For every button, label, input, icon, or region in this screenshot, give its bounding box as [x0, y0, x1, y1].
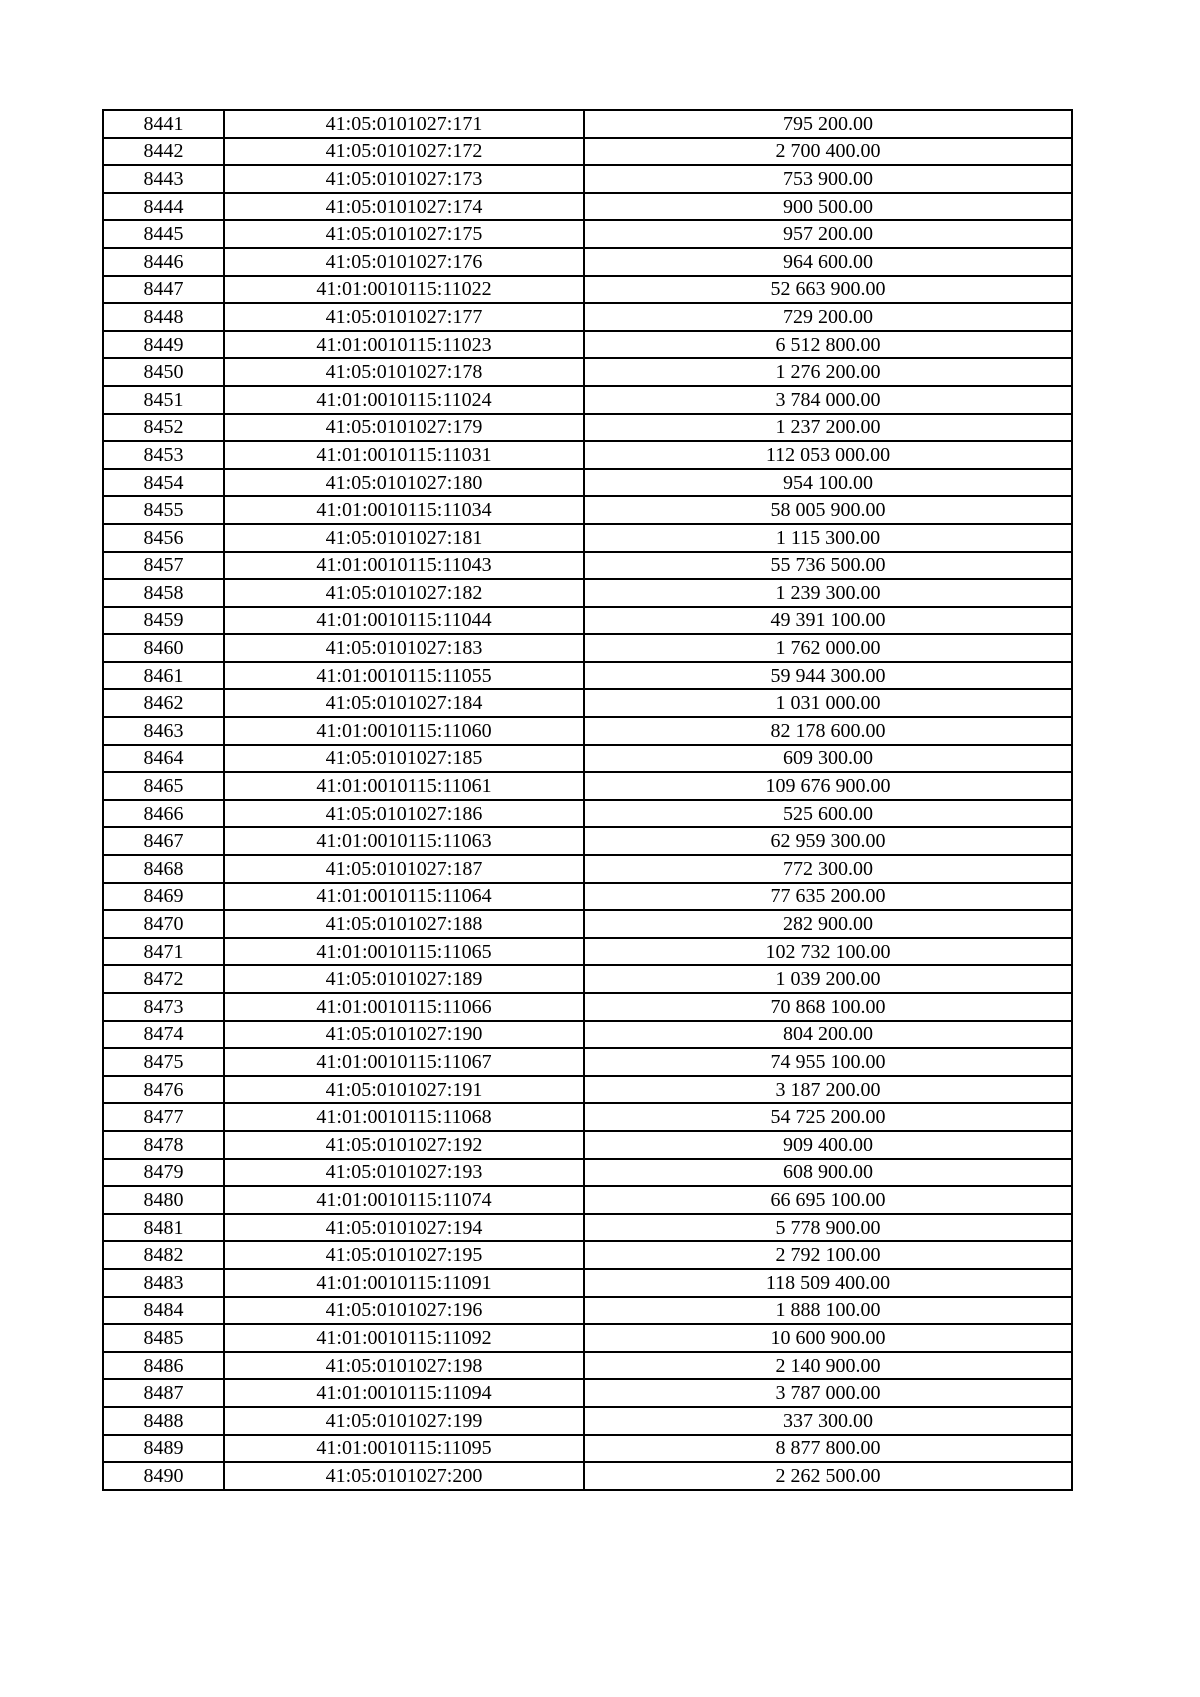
cadastral-number-cell: 41:01:0010115:11091 [224, 1269, 584, 1297]
table-row [103, 1214, 1072, 1242]
table-row [103, 1131, 1072, 1159]
row-number-cell: 8449 [103, 331, 224, 359]
row-number-cell: 8485 [103, 1324, 224, 1352]
table-row [103, 1379, 1072, 1407]
row-number-cell: 8448 [103, 303, 224, 331]
table-row [103, 1435, 1072, 1463]
row-number-cell: 8454 [103, 469, 224, 497]
cadastral-value-cell: 59 944 300.00 [584, 662, 1072, 690]
cadastral-value-cell: 753 900.00 [584, 165, 1072, 193]
row-number-cell: 8474 [103, 1021, 224, 1049]
cadastral-number-cell: 41:05:0101027:199 [224, 1407, 584, 1435]
cadastral-value-cell: 1 239 300.00 [584, 579, 1072, 607]
cadastral-value-cell: 795 200.00 [584, 110, 1072, 138]
cadastral-number-cell: 41:05:0101027:174 [224, 193, 584, 221]
table-row [103, 496, 1072, 524]
cadastral-value-cell: 337 300.00 [584, 1407, 1072, 1435]
table-row [103, 358, 1072, 386]
row-number-cell: 8478 [103, 1131, 224, 1159]
cadastral-number-cell: 41:01:0010115:11065 [224, 938, 584, 966]
cadastral-value-cell: 282 900.00 [584, 910, 1072, 938]
cadastral-number-cell: 41:05:0101027:188 [224, 910, 584, 938]
table-row [103, 386, 1072, 414]
row-number-cell: 8477 [103, 1103, 224, 1131]
cadastral-value-cell: 1 115 300.00 [584, 524, 1072, 552]
cadastral-value-cell: 1 031 000.00 [584, 689, 1072, 717]
cadastral-number-cell: 41:05:0101027:171 [224, 110, 584, 138]
cadastral-number-cell: 41:01:0010115:11060 [224, 717, 584, 745]
cadastral-number-cell: 41:01:0010115:11063 [224, 827, 584, 855]
row-number-cell: 8469 [103, 883, 224, 911]
cadastral-value-cell: 82 178 600.00 [584, 717, 1072, 745]
row-number-cell: 8468 [103, 855, 224, 883]
row-number-cell: 8490 [103, 1462, 224, 1490]
cadastral-value-cell: 8 877 800.00 [584, 1435, 1072, 1463]
row-number-cell: 8450 [103, 358, 224, 386]
row-number-cell: 8459 [103, 607, 224, 635]
table-row [103, 414, 1072, 442]
cadastral-number-cell: 41:05:0101027:193 [224, 1159, 584, 1187]
row-number-cell: 8465 [103, 772, 224, 800]
table-row [103, 110, 1072, 138]
row-number-cell: 8484 [103, 1297, 224, 1325]
table-row [103, 441, 1072, 469]
table-row [103, 772, 1072, 800]
table-row [103, 855, 1072, 883]
table-row [103, 800, 1072, 828]
cadastral-number-cell: 41:05:0101027:187 [224, 855, 584, 883]
table-row [103, 1297, 1072, 1325]
cadastral-number-cell: 41:05:0101027:173 [224, 165, 584, 193]
cadastral-number-cell: 41:05:0101027:200 [224, 1462, 584, 1490]
table-row [103, 634, 1072, 662]
cadastral-value-cell: 49 391 100.00 [584, 607, 1072, 635]
cadastral-number-cell: 41:01:0010115:11055 [224, 662, 584, 690]
cadastral-value-cell: 1 039 200.00 [584, 965, 1072, 993]
cadastral-number-cell: 41:05:0101027:176 [224, 248, 584, 276]
row-number-cell: 8458 [103, 579, 224, 607]
cadastral-value-cell: 5 778 900.00 [584, 1214, 1072, 1242]
cadastral-value-cell: 55 736 500.00 [584, 552, 1072, 580]
table-row [103, 524, 1072, 552]
cadastral-number-cell: 41:01:0010115:11092 [224, 1324, 584, 1352]
row-number-cell: 8457 [103, 552, 224, 580]
row-number-cell: 8482 [103, 1241, 224, 1269]
cadastral-value-cell: 1 276 200.00 [584, 358, 1072, 386]
cadastral-number-cell: 41:05:0101027:181 [224, 524, 584, 552]
cadastral-value-cell: 900 500.00 [584, 193, 1072, 221]
table-row [103, 689, 1072, 717]
cadastral-value-cell: 10 600 900.00 [584, 1324, 1072, 1352]
table-row [103, 1407, 1072, 1435]
cadastral-number-cell: 41:05:0101027:195 [224, 1241, 584, 1269]
cadastral-number-cell: 41:01:0010115:11023 [224, 331, 584, 359]
cadastral-value-cell: 52 663 900.00 [584, 276, 1072, 304]
table-row [103, 1352, 1072, 1380]
table-row [103, 552, 1072, 580]
row-number-cell: 8441 [103, 110, 224, 138]
cadastral-value-cell: 102 732 100.00 [584, 938, 1072, 966]
cadastral-value-cell: 772 300.00 [584, 855, 1072, 883]
cadastral-number-cell: 41:05:0101027:194 [224, 1214, 584, 1242]
cadastral-number-cell: 41:01:0010115:11074 [224, 1186, 584, 1214]
cadastral-value-cell: 1 237 200.00 [584, 414, 1072, 442]
cadastral-value-cell: 118 509 400.00 [584, 1269, 1072, 1297]
table-row [103, 276, 1072, 304]
row-number-cell: 8467 [103, 827, 224, 855]
cadastral-value-cell: 3 187 200.00 [584, 1076, 1072, 1104]
table-body [103, 110, 1072, 1490]
cadastral-number-cell: 41:05:0101027:175 [224, 220, 584, 248]
table-row [103, 1186, 1072, 1214]
row-number-cell: 8453 [103, 441, 224, 469]
row-number-cell: 8444 [103, 193, 224, 221]
cadastral-value-cell: 954 100.00 [584, 469, 1072, 497]
cadastral-number-cell: 41:05:0101027:190 [224, 1021, 584, 1049]
table-row [103, 331, 1072, 359]
row-number-cell: 8472 [103, 965, 224, 993]
cadastral-value-cell: 525 600.00 [584, 800, 1072, 828]
cadastral-number-cell: 41:01:0010115:11061 [224, 772, 584, 800]
table-row [103, 248, 1072, 276]
cadastral-number-cell: 41:05:0101027:180 [224, 469, 584, 497]
row-number-cell: 8451 [103, 386, 224, 414]
cadastral-value-cell: 1 888 100.00 [584, 1297, 1072, 1325]
row-number-cell: 8462 [103, 689, 224, 717]
cadastral-number-cell: 41:01:0010115:11043 [224, 552, 584, 580]
row-number-cell: 8452 [103, 414, 224, 442]
cadastral-value-cell: 804 200.00 [584, 1021, 1072, 1049]
cadastral-number-cell: 41:05:0101027:196 [224, 1297, 584, 1325]
cadastral-number-cell: 41:05:0101027:172 [224, 138, 584, 166]
row-number-cell: 8488 [103, 1407, 224, 1435]
cadastral-number-cell: 41:05:0101027:198 [224, 1352, 584, 1380]
cadastral-value-cell: 957 200.00 [584, 220, 1072, 248]
row-number-cell: 8445 [103, 220, 224, 248]
table-row [103, 883, 1072, 911]
cadastral-number-cell: 41:01:0010115:11066 [224, 993, 584, 1021]
row-number-cell: 8479 [103, 1159, 224, 1187]
cadastral-value-cell: 608 900.00 [584, 1159, 1072, 1187]
cadastral-number-cell: 41:05:0101027:192 [224, 1131, 584, 1159]
cadastral-number-cell: 41:01:0010115:11067 [224, 1048, 584, 1076]
cadastral-number-cell: 41:01:0010115:11094 [224, 1379, 584, 1407]
table-row [103, 938, 1072, 966]
row-number-cell: 8442 [103, 138, 224, 166]
row-number-cell: 8447 [103, 276, 224, 304]
cadastral-number-cell: 41:05:0101027:189 [224, 965, 584, 993]
row-number-cell: 8456 [103, 524, 224, 552]
row-number-cell: 8489 [103, 1435, 224, 1463]
cadastral-value-cell: 77 635 200.00 [584, 883, 1072, 911]
cadastral-number-cell: 41:05:0101027:182 [224, 579, 584, 607]
table-row [103, 993, 1072, 1021]
cadastral-value-cell: 729 200.00 [584, 303, 1072, 331]
row-number-cell: 8476 [103, 1076, 224, 1104]
cadastral-value-cell: 964 600.00 [584, 248, 1072, 276]
table-row [103, 1076, 1072, 1104]
table-row [103, 1324, 1072, 1352]
row-number-cell: 8473 [103, 993, 224, 1021]
cadastral-value-cell: 2 792 100.00 [584, 1241, 1072, 1269]
table-row [103, 717, 1072, 745]
table-row [103, 1021, 1072, 1049]
cadastral-number-cell: 41:05:0101027:177 [224, 303, 584, 331]
table-row [103, 745, 1072, 773]
row-number-cell: 8486 [103, 1352, 224, 1380]
table-row [103, 193, 1072, 221]
cadastral-value-cell: 6 512 800.00 [584, 331, 1072, 359]
cadastral-value-cell: 609 300.00 [584, 745, 1072, 773]
cadastral-number-cell: 41:05:0101027:183 [224, 634, 584, 662]
cadastral-number-cell: 41:05:0101027:191 [224, 1076, 584, 1104]
cadastral-value-cell: 58 005 900.00 [584, 496, 1072, 524]
table-row [103, 469, 1072, 497]
cadastral-number-cell: 41:05:0101027:179 [224, 414, 584, 442]
table-row [103, 1241, 1072, 1269]
cadastral-number-cell: 41:01:0010115:11022 [224, 276, 584, 304]
cadastral-number-cell: 41:05:0101027:178 [224, 358, 584, 386]
row-number-cell: 8463 [103, 717, 224, 745]
cadastral-value-table [102, 109, 1073, 1491]
table-row [103, 1159, 1072, 1187]
row-number-cell: 8446 [103, 248, 224, 276]
table-row [103, 827, 1072, 855]
cadastral-number-cell: 41:01:0010115:11095 [224, 1435, 584, 1463]
row-number-cell: 8481 [103, 1214, 224, 1242]
table-row [103, 1462, 1072, 1490]
row-number-cell: 8487 [103, 1379, 224, 1407]
table-row [103, 579, 1072, 607]
cadastral-value-cell: 62 959 300.00 [584, 827, 1072, 855]
cadastral-number-cell: 41:01:0010115:11064 [224, 883, 584, 911]
cadastral-value-cell: 109 676 900.00 [584, 772, 1072, 800]
cadastral-value-cell: 3 787 000.00 [584, 1379, 1072, 1407]
cadastral-number-cell: 41:05:0101027:186 [224, 800, 584, 828]
cadastral-value-cell: 1 762 000.00 [584, 634, 1072, 662]
row-number-cell: 8475 [103, 1048, 224, 1076]
row-number-cell: 8483 [103, 1269, 224, 1297]
cadastral-number-cell: 41:05:0101027:185 [224, 745, 584, 773]
cadastral-number-cell: 41:01:0010115:11034 [224, 496, 584, 524]
cadastral-value-cell: 2 262 500.00 [584, 1462, 1072, 1490]
cadastral-value-cell: 66 695 100.00 [584, 1186, 1072, 1214]
row-number-cell: 8471 [103, 938, 224, 966]
table-row [103, 910, 1072, 938]
table-row [103, 1269, 1072, 1297]
row-number-cell: 8455 [103, 496, 224, 524]
row-number-cell: 8443 [103, 165, 224, 193]
row-number-cell: 8480 [103, 1186, 224, 1214]
cadastral-value-cell: 3 784 000.00 [584, 386, 1072, 414]
cadastral-value-cell: 70 868 100.00 [584, 993, 1072, 1021]
row-number-cell: 8466 [103, 800, 224, 828]
cadastral-number-cell: 41:01:0010115:11044 [224, 607, 584, 635]
table-row [103, 1048, 1072, 1076]
cadastral-number-cell: 41:01:0010115:11024 [224, 386, 584, 414]
table-row [103, 165, 1072, 193]
row-number-cell: 8470 [103, 910, 224, 938]
cadastral-value-cell: 2 700 400.00 [584, 138, 1072, 166]
table-row [103, 220, 1072, 248]
cadastral-value-cell: 909 400.00 [584, 1131, 1072, 1159]
cadastral-value-cell: 74 955 100.00 [584, 1048, 1072, 1076]
table-row [103, 1103, 1072, 1131]
table-row [103, 662, 1072, 690]
table-row [103, 965, 1072, 993]
cadastral-value-cell: 112 053 000.00 [584, 441, 1072, 469]
cadastral-number-cell: 41:01:0010115:11031 [224, 441, 584, 469]
cadastral-number-cell: 41:01:0010115:11068 [224, 1103, 584, 1131]
cadastral-value-cell: 54 725 200.00 [584, 1103, 1072, 1131]
table-row [103, 607, 1072, 635]
table-row [103, 303, 1072, 331]
cadastral-value-cell: 2 140 900.00 [584, 1352, 1072, 1380]
row-number-cell: 8464 [103, 745, 224, 773]
row-number-cell: 8460 [103, 634, 224, 662]
cadastral-number-cell: 41:05:0101027:184 [224, 689, 584, 717]
table-row [103, 138, 1072, 166]
row-number-cell: 8461 [103, 662, 224, 690]
